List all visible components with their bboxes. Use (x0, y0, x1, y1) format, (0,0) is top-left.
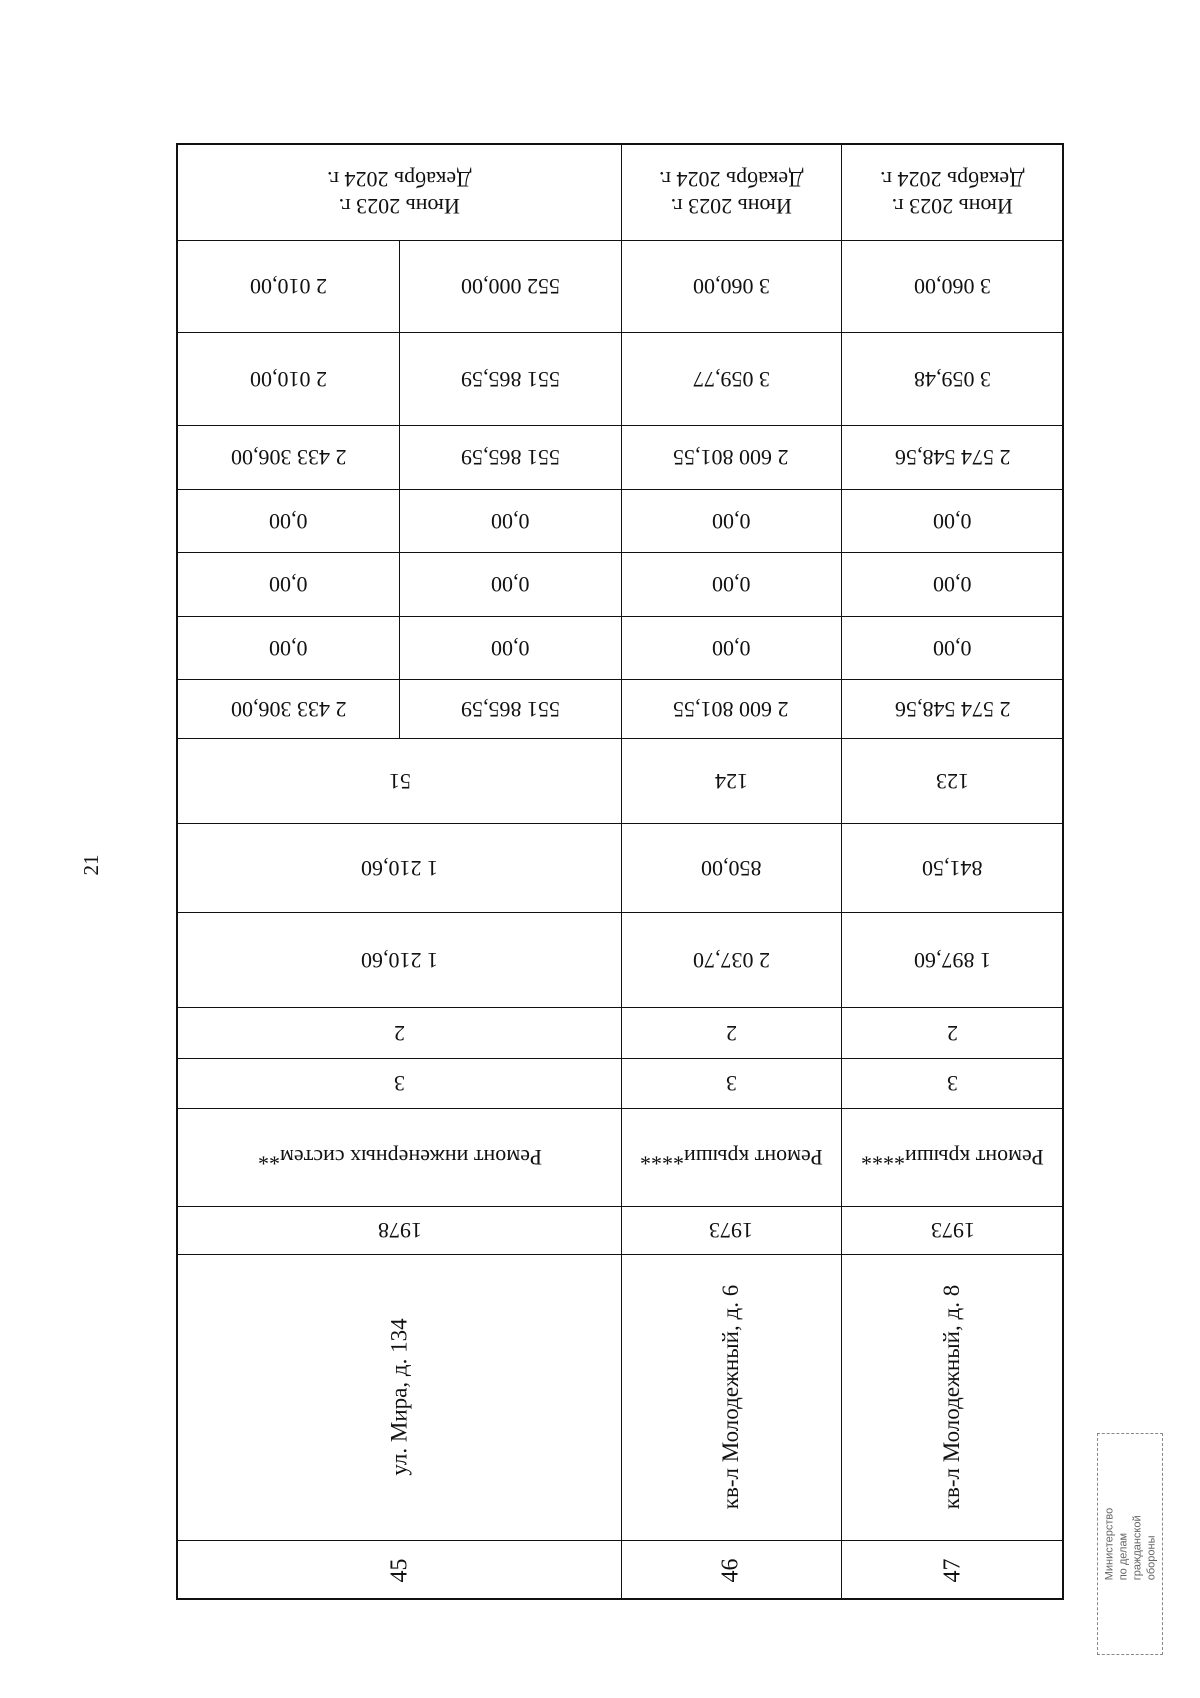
row-47-period: Июнь 2023 г. Декабрь 2024 г. (880, 166, 1025, 219)
row-46-area: 2 037,70 (692, 947, 770, 973)
row-46-z3: 0,00 (711, 508, 751, 534)
row-45-limit-b: 552 000,00 (460, 274, 560, 299)
row-45-address: ул. Мира, д. 134 (386, 1318, 412, 1476)
row-45-limit-a: 2 010,00 (250, 274, 327, 299)
row-45-year: 1978 (377, 1218, 422, 1243)
row-45-total-b: 551 865,59 (460, 696, 560, 722)
row-46-z2: 0,00 (711, 572, 751, 597)
row-45-area: 1 210,60 (361, 947, 438, 973)
row-47-residents: 123 (936, 768, 969, 794)
row-47-col3: 3 (947, 1071, 958, 1096)
row-47-z1: 0,00 (933, 635, 972, 661)
row-46-period: Июнь 2023 г. Декабрь 2024 г. (658, 166, 804, 219)
row-47-limit: 3 060,00 (914, 274, 991, 299)
row-45-area2: 1 210,60 (361, 855, 438, 881)
row-45-z1b: 0,00 (490, 635, 530, 661)
work-schedule-table (176, 143, 1064, 1600)
row-45-period: Июнь 2023 г. Декабрь 2024 г. (327, 166, 472, 219)
row-45-work-type: Ремонт инженерных систем** (257, 1145, 542, 1170)
row-45-z2a: 0,00 (269, 572, 308, 597)
row-47-z2: 0,00 (933, 572, 972, 597)
row-46-area2: 850,00 (700, 855, 762, 881)
row-46-total: 2 600 801,55 (673, 696, 789, 722)
row-46-work-type: Ремонт крыши**** (639, 1145, 823, 1170)
row-46-sum: 2 600 801,55 (673, 445, 789, 470)
row-45-unit-a: 2 010,00 (250, 366, 327, 392)
row-45-residents: 51 (388, 768, 411, 794)
row-45-z2b: 0,00 (490, 572, 530, 597)
approval-stamp-text: Министерство по делам гражданской обороны (1103, 1507, 1157, 1581)
row-45-total-a: 2 433 306,00 (230, 696, 347, 722)
row-46-address: кв-л Молодежный, д. 6 (718, 1284, 744, 1510)
row-47-area2: 841,50 (922, 855, 983, 881)
row-45-z1a: 0,00 (269, 635, 308, 661)
row-45-col3: 3 (394, 1071, 405, 1096)
row-46-residents: 124 (714, 768, 748, 794)
row-47-col2: 2 (947, 1020, 958, 1046)
row-46-year: 1973 (709, 1218, 753, 1243)
row-46-z1: 0,00 (711, 635, 751, 661)
row-47-total: 2 574 548,56 (894, 696, 1011, 722)
row-45-number: 45 (386, 1558, 412, 1582)
row-45-sum-a: 2 433 306,00 (230, 445, 347, 470)
row-46-col2: 2 (725, 1020, 737, 1046)
row-46-col3: 3 (725, 1071, 737, 1096)
row-45-unit-b: 551 865,59 (460, 366, 560, 392)
row-46-unit: 3 059,77 (692, 366, 770, 392)
row-45-z3a: 0,00 (269, 508, 308, 534)
row-45-z3b: 0,00 (490, 508, 530, 534)
row-46-limit: 3 060,00 (692, 274, 770, 299)
row-47-work-type: Ремонт крыши**** (861, 1145, 1044, 1170)
row-45-col2: 2 (394, 1020, 405, 1046)
row-47-number: 47 (939, 1558, 965, 1582)
row-45-sum-b: 551 865,59 (460, 445, 560, 470)
row-46-number: 46 (717, 1558, 744, 1582)
row-47-z3: 0,00 (933, 508, 972, 534)
row-47-sum: 2 574 548,56 (894, 445, 1011, 470)
row-47-address: кв-л Молодежный, д. 8 (939, 1284, 965, 1510)
row-47-unit: 3 059,48 (914, 366, 991, 392)
row-47-year: 1973 (930, 1218, 975, 1243)
row-47-area: 1 897,60 (914, 947, 991, 973)
page-number: 21 (79, 854, 103, 876)
